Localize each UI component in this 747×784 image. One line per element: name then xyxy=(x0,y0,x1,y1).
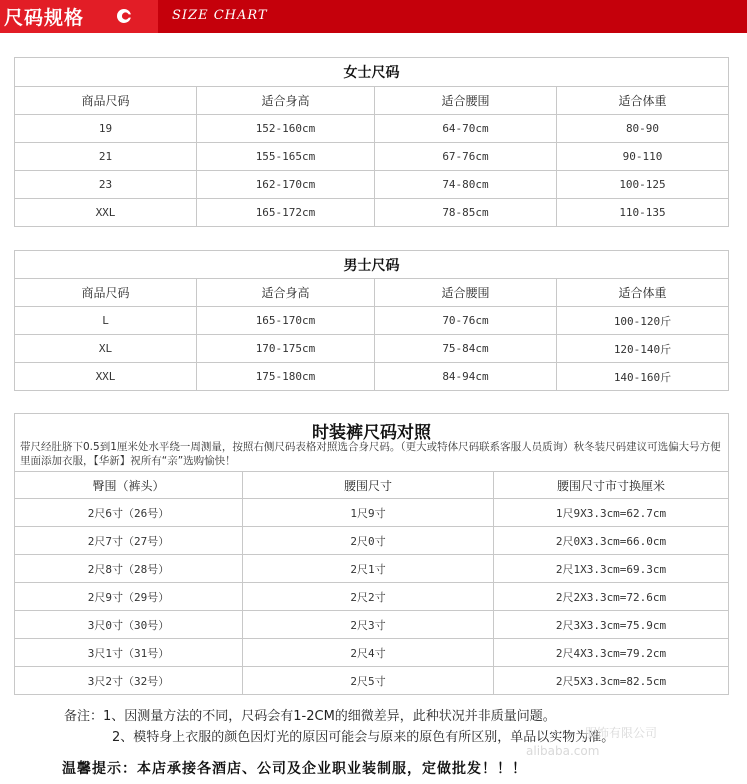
column-header: 适合体重 xyxy=(557,279,729,307)
conversion-cell: 2尺3X3.3cm=75.9cm xyxy=(494,611,729,639)
size-cell: XXL xyxy=(15,199,197,227)
men-table-caption: 男士尺码 xyxy=(15,251,729,279)
table-row xyxy=(15,143,729,171)
men-size-table xyxy=(14,250,729,391)
height-cell: 162-170cm xyxy=(197,171,375,199)
waist-cell: 2尺1寸 xyxy=(243,555,494,583)
column-header: 商品尺码 xyxy=(15,279,197,307)
column-header: 适合腰围 xyxy=(375,279,557,307)
note-line-2: 2、模特身上衣服的颜色因灯光的原因可能会与原来的原色有所区别，单品以实物为准。 xyxy=(112,730,615,745)
waist-cell: 70-76cm xyxy=(375,307,557,335)
table-row xyxy=(15,171,729,199)
conversion-cell: 2尺5X3.3cm=82.5cm xyxy=(494,667,729,695)
waist-cell: 2尺2寸 xyxy=(243,583,494,611)
size-cell: 19 xyxy=(15,115,197,143)
conversion-cell: 2尺1X3.3cm=69.3cm xyxy=(494,555,729,583)
hip-cell: 3尺0寸（30号） xyxy=(15,611,243,639)
waist-cell: 78-85cm xyxy=(375,199,557,227)
column-header: 适合腰围 xyxy=(375,87,557,115)
page-title: 尺码规格 xyxy=(4,7,85,29)
waist-cell: 2尺5寸 xyxy=(243,667,494,695)
hip-cell: 3尺1寸（31号） xyxy=(15,639,243,667)
weight-cell: 90-110 xyxy=(557,143,729,171)
height-cell: 152-160cm xyxy=(197,115,375,143)
weight-cell: 110-135 xyxy=(557,199,729,227)
table-row xyxy=(15,307,729,335)
hip-cell: 2尺6寸（26号） xyxy=(15,499,243,527)
waist-cell: 1尺9寸 xyxy=(243,499,494,527)
c-logo-icon xyxy=(116,8,132,24)
waist-cell: 2尺4寸 xyxy=(243,639,494,667)
waist-cell: 67-76cm xyxy=(375,143,557,171)
column-header: 商品尺码 xyxy=(15,87,197,115)
column-header: 腰围尺寸 xyxy=(243,472,494,499)
hip-cell: 3尺2寸（32号） xyxy=(15,667,243,695)
warm-tip: 温馨提示：本店承接各酒店、公司及企业职业装制服，定做批发！！！ xyxy=(62,761,527,777)
weight-cell: 120-140斤 xyxy=(557,335,729,363)
women-table-caption: 女士尺码 xyxy=(15,58,729,87)
page-header xyxy=(0,0,747,33)
table-row xyxy=(15,583,729,611)
women-size-table xyxy=(14,57,729,227)
table-row xyxy=(15,527,729,555)
table-row xyxy=(15,335,729,363)
title-box xyxy=(0,0,158,33)
watermark-site: alibaba.com xyxy=(526,744,600,758)
column-header: 适合体重 xyxy=(557,87,729,115)
size-cell: XL xyxy=(15,335,197,363)
waist-cell: 64-70cm xyxy=(375,115,557,143)
watermark-company: 服饰有限公司 xyxy=(585,726,658,740)
size-cell: 23 xyxy=(15,171,197,199)
pants-intro-text: 带尺经肚脐下0.5到1厘米处水平绕一周测量，按照右侧尺码表格对照选合身尺码。（更大或特体尺码联系客服人员质询）秋冬装尺码建议可选偏大号方便里面添加衣服，【华新】祝所有“亲”选购愉快！ xyxy=(20,441,721,467)
hip-cell: 2尺8寸（28号） xyxy=(15,555,243,583)
table-row xyxy=(15,555,729,583)
height-cell: 165-172cm xyxy=(197,199,375,227)
height-cell: 155-165cm xyxy=(197,143,375,171)
table-row xyxy=(15,363,729,391)
notes xyxy=(64,706,614,748)
table-row xyxy=(15,499,729,527)
height-cell: 175-180cm xyxy=(197,363,375,391)
page-subtitle: SIZE CHART xyxy=(172,8,268,23)
conversion-cell: 1尺9X3.3cm=62.7cm xyxy=(494,499,729,527)
note-line-1: 备注：1、因测量方法的不同，尺码会有1-2CM的细微差异，此种状况并非质量问题。 xyxy=(64,709,556,724)
column-header: 腰围尺寸市寸换厘米 xyxy=(494,472,729,499)
waist-cell: 74-80cm xyxy=(375,171,557,199)
column-header: 适合身高 xyxy=(197,279,375,307)
conversion-cell: 2尺2X3.3cm=72.6cm xyxy=(494,583,729,611)
weight-cell: 140-160斤 xyxy=(557,363,729,391)
waist-cell: 2尺0寸 xyxy=(243,527,494,555)
column-header: 臀围（裤头） xyxy=(15,472,243,499)
height-cell: 170-175cm xyxy=(197,335,375,363)
pants-table-caption: 时装裤尺码对照 xyxy=(15,414,729,472)
size-cell: L xyxy=(15,307,197,335)
size-cell: XXL xyxy=(15,363,197,391)
table-row xyxy=(15,667,729,695)
weight-cell: 100-125 xyxy=(557,171,729,199)
table-row xyxy=(15,611,729,639)
table-row xyxy=(15,639,729,667)
conversion-cell: 2尺4X3.3cm=79.2cm xyxy=(494,639,729,667)
weight-cell: 80-90 xyxy=(557,115,729,143)
hip-cell: 2尺9寸（29号） xyxy=(15,583,243,611)
size-cell: 21 xyxy=(15,143,197,171)
column-header: 适合身高 xyxy=(197,87,375,115)
height-cell: 165-170cm xyxy=(197,307,375,335)
waist-cell: 75-84cm xyxy=(375,335,557,363)
waist-cell: 84-94cm xyxy=(375,363,557,391)
hip-cell: 2尺7寸（27号） xyxy=(15,527,243,555)
table-row xyxy=(15,199,729,227)
waist-cell: 2尺3寸 xyxy=(243,611,494,639)
weight-cell: 100-120斤 xyxy=(557,307,729,335)
table-row xyxy=(15,115,729,143)
conversion-cell: 2尺0X3.3cm=66.0cm xyxy=(494,527,729,555)
